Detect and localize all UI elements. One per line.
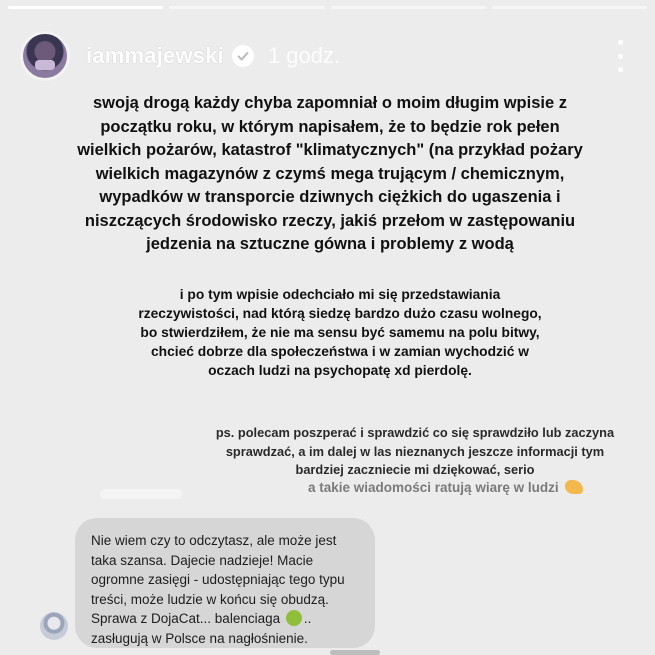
more-options-icon[interactable] xyxy=(615,40,625,72)
story-progress-bar xyxy=(8,6,647,9)
highlight-text: a takie wiadomości ratują wiarę w ludzi xyxy=(308,480,559,495)
highlight-caption xyxy=(308,480,583,495)
verified-badge-icon xyxy=(232,45,254,67)
dm-message-body: Nie wiem czy to odczytasz, ale może jest taka szansa. Dajecie nadzieje! Macie ogromne zasięgi - udostępniając tego typu treści, może ludzie w końcu się obudzą. Sprawa z DojaCat... balenciaga xyxy=(91,533,345,627)
progress-segment xyxy=(169,6,324,9)
progress-segment xyxy=(492,6,647,9)
story-text-ps: ps. polecam poszperać i sprawdzić co się sprawdziło lub zaczyna sprawdzać, a im dalej w las nieznanych jeszcze informacji tym bardziej zaczniecie mi dziękować, serio xyxy=(215,425,615,477)
pointing-hand-emoji-icon xyxy=(565,480,583,494)
username[interactable]: iammajewski xyxy=(86,43,224,68)
story-text-main: swoją drogą każdy chyba zapomniał o moim długim wpisie z początku roku, w którym napisałem, że to będzie rok pełen wielkich pożarów, katastrof "klimatycznych" (na przykład pożary wielkich magazynów z czymś mega trującym / chemicznym, wypadków w transporcie dziwnych ciężkich do ugaszenia i niszczących środowisko rzeczy, jakiś przełom w zastępowaniu jedzenia na sztuczne gówna i problemy z wodą xyxy=(77,94,583,253)
tiny-reshared-snippet xyxy=(100,489,182,499)
bottom-indicator xyxy=(330,650,380,655)
story-header xyxy=(20,26,635,86)
profile-avatar[interactable] xyxy=(20,31,70,81)
dm-message-end: .. zasługują w Polsce na nagłośnienie. xyxy=(91,611,312,646)
nauseated-face-emoji-icon xyxy=(286,610,302,626)
dm-message-text xyxy=(91,531,359,649)
sender-avatar xyxy=(40,612,68,640)
post-time: 1 godz. xyxy=(267,43,341,68)
dm-message-bubble xyxy=(75,518,375,648)
story-text-second: i po tym wpisie odechciało mi się przedstawiania rzeczywistości, nad którą siedzę bardzo dużo czasu wolnego, bo stwierdziłem, że nie ma sensu być samemu na polu bitwy, chcieć dobrze dla społeczeństwa i w zamian wychodzić w oczach ludzi na psychopatę xd pierdolę. xyxy=(138,287,542,378)
progress-segment xyxy=(8,6,163,9)
progress-segment xyxy=(331,6,486,9)
